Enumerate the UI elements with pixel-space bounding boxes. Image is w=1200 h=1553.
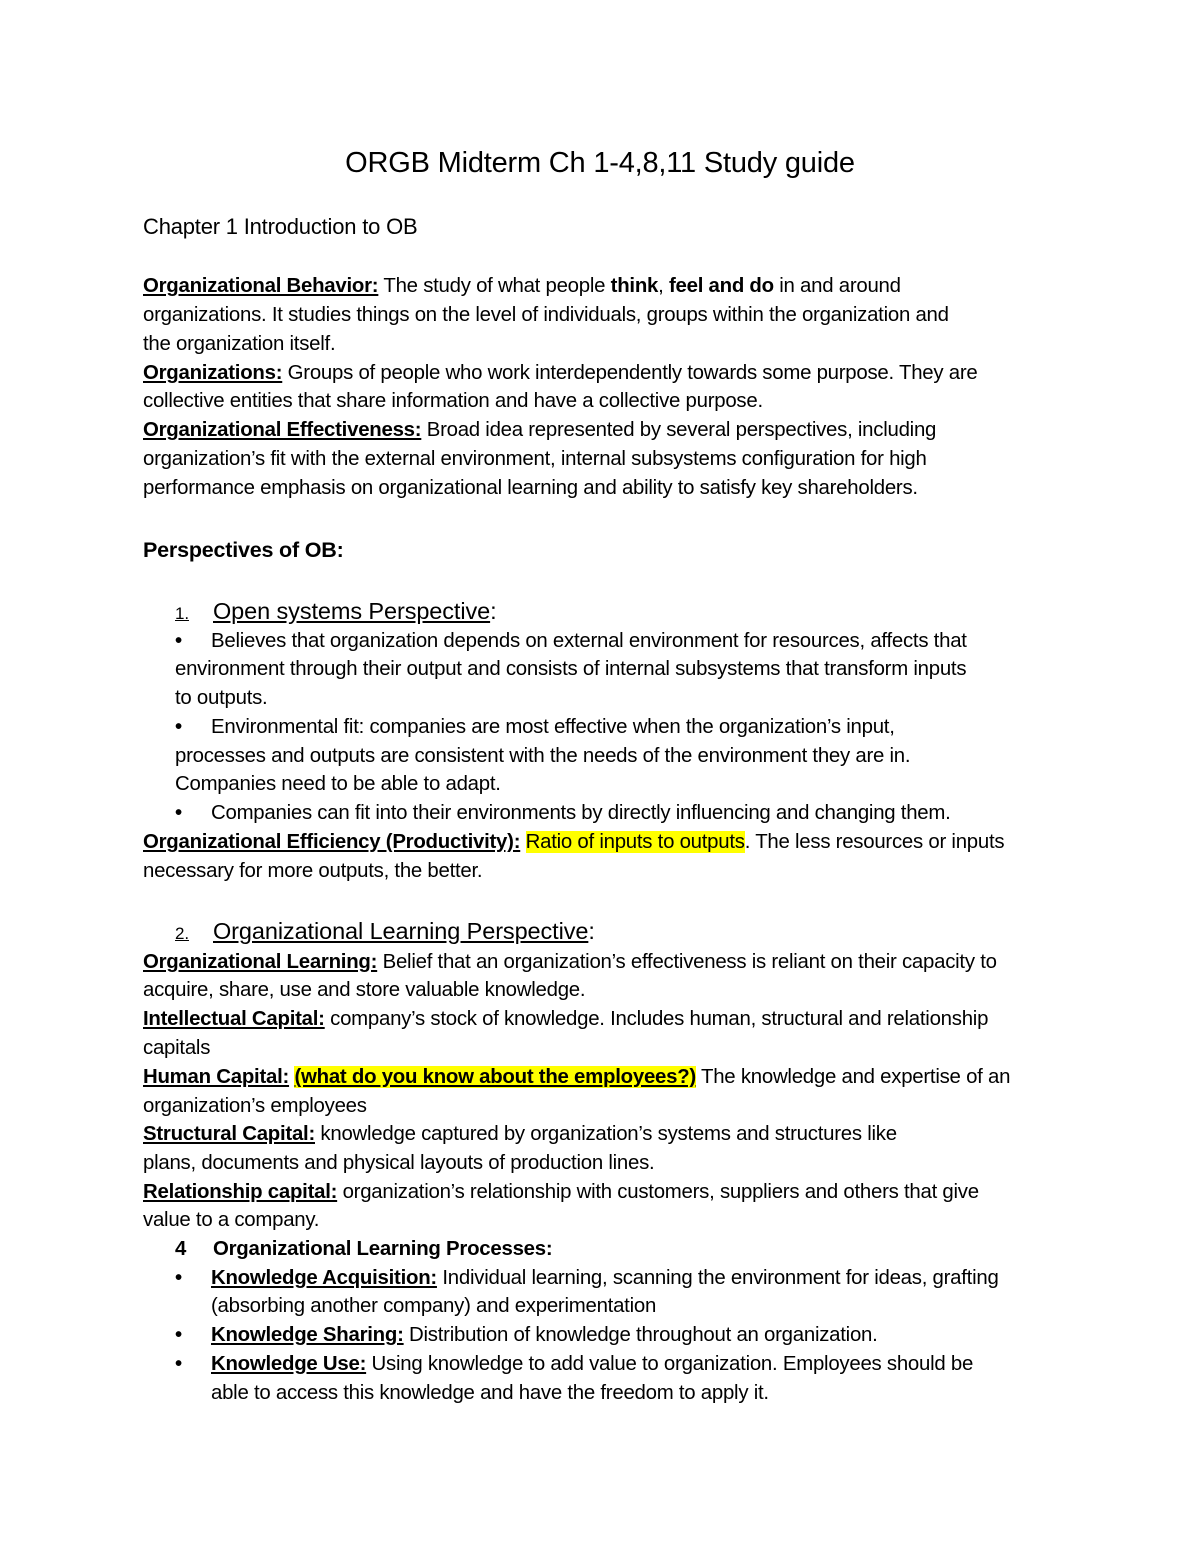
bullet-icon: •	[175, 630, 182, 652]
sc-term: Structural Capital:	[143, 1123, 315, 1145]
org-definition-line-2: collective entities that share information and have a collective purpose.	[143, 390, 763, 412]
ic-term: Intellectual Capital:	[143, 1008, 325, 1030]
ic-definition-line-2: capitals	[143, 1037, 211, 1059]
sc-definition-line-1: Structural Capital: knowledge captured by organization’s systems and structures like	[143, 1123, 897, 1145]
hc-definition-line-2: organization’s employees	[143, 1095, 367, 1117]
list-item-continuation: Companies need to be able to adapt.	[175, 773, 501, 795]
oe-definition-line-1: Organizational Effectiveness: Broad idea represented by several perspectives, including	[143, 419, 937, 441]
ka-term: Knowledge Acquisition:	[211, 1267, 437, 1289]
org-definition-line-1: Organizations: Groups of people who work interdependently towards some purpose. They are	[143, 362, 978, 384]
ku-term: Knowledge Use:	[211, 1353, 367, 1375]
bullet-icon: •	[175, 1324, 182, 1346]
chapter-heading: Chapter 1 Introduction to OB	[143, 214, 418, 239]
ks-term: Knowledge Sharing:	[211, 1324, 404, 1346]
bullet-icon: •	[175, 1353, 182, 1375]
bullet-icon: •	[175, 716, 182, 738]
list-number: 1.	[175, 604, 189, 623]
ol-definition-line-2: acquire, share, use and store valuable knowledge.	[143, 979, 586, 1001]
list-item: • Knowledge Acquisition: Individual learning, scanning the environment for ideas, grafting	[175, 1264, 999, 1292]
list-item: • Knowledge Sharing: Distribution of knowledge throughout an organization.	[175, 1321, 878, 1349]
hc-definition-line-1: Human Capital: (what do you know about the employees?) The knowledge and expertise of an	[143, 1066, 1011, 1088]
rc-term: Relationship capital:	[143, 1181, 338, 1203]
highlighted-text: (what do you know about the employees?)	[294, 1066, 696, 1088]
list-item-continuation: (absorbing another company) and experimentation	[211, 1295, 657, 1317]
ol-definition-line-1: Organizational Learning: Belief that an organization’s effectiveness is reliant on their capacity to	[143, 951, 997, 973]
ic-definition-line-1: Intellectual Capital: company’s stock of knowledge. Includes human, structural and relationship	[143, 1008, 989, 1030]
sc-definition-line-2: plans, documents and physical layouts of production lines.	[143, 1152, 655, 1174]
highlighted-text: Ratio of inputs to outputs	[525, 831, 745, 853]
efficiency-definition-line-1: Organizational Efficiency (Productivity): Ratio of inputs to outputs. The less resources or inputs	[143, 831, 1005, 853]
oe-definition-line-2: organization’s fit with the external environment, internal subsystems configuration for high	[143, 448, 927, 470]
list-item-continuation: able to access this knowledge and have the freedom to apply it.	[211, 1382, 769, 1404]
processes-heading: 4 Organizational Learning Processes:	[175, 1235, 552, 1263]
bullet-icon: •	[175, 802, 182, 824]
document-title: ORGB Midterm Ch 1-4,8,11 Study guide	[345, 147, 855, 179]
ob-definition-line-1: Organizational Behavior: The study of what people think, feel and do in and around	[143, 275, 901, 297]
ob-definition-line-3: the organization itself.	[143, 333, 336, 355]
efficiency-definition-line-2: necessary for more outputs, the better.	[143, 860, 483, 882]
list-item-continuation: to outputs.	[175, 687, 268, 709]
hc-term: Human Capital:	[143, 1066, 290, 1088]
learning-perspective-heading: 2. Organizational Learning Perspective:	[175, 916, 595, 949]
perspectives-heading: Perspectives of OB:	[143, 538, 344, 562]
list-item-continuation: processes and outputs are consistent with the needs of the environment they are in.	[175, 745, 911, 767]
list-item: • Knowledge Use: Using knowledge to add value to organization. Employees should be	[175, 1350, 973, 1378]
bullet-icon: •	[175, 1267, 182, 1289]
org-term: Organizations:	[143, 362, 283, 384]
ob-term: Organizational Behavior:	[143, 275, 379, 297]
rc-definition-line-2: value to a company.	[143, 1209, 320, 1231]
oe-definition-line-3: performance emphasis on organizational learning and ability to satisfy key shareholders.	[143, 477, 918, 499]
ob-definition-line-2: organizations. It studies things on the level of individuals, groups within the organization and	[143, 304, 949, 326]
rc-definition-line-1: Relationship capital: organization’s relationship with customers, suppliers and others that give	[143, 1181, 979, 1203]
list-number: 4	[175, 1238, 187, 1260]
efficiency-term: Organizational Efficiency (Productivity):	[143, 831, 521, 853]
list-item: • Environmental fit: companies are most effective when the organization’s input,	[175, 713, 895, 741]
ol-term: Organizational Learning:	[143, 951, 378, 973]
list-number: 2.	[175, 924, 189, 943]
open-systems-heading: 1. Open systems Perspective:	[175, 596, 497, 629]
list-item: • Companies can fit into their environments by directly influencing and changing them.	[175, 799, 951, 827]
oe-term: Organizational Effectiveness:	[143, 419, 422, 441]
list-item-continuation: environment through their output and consists of internal subsystems that transform inputs	[175, 658, 967, 680]
list-item: • Believes that organization depends on external environment for resources, affects that	[175, 627, 967, 655]
